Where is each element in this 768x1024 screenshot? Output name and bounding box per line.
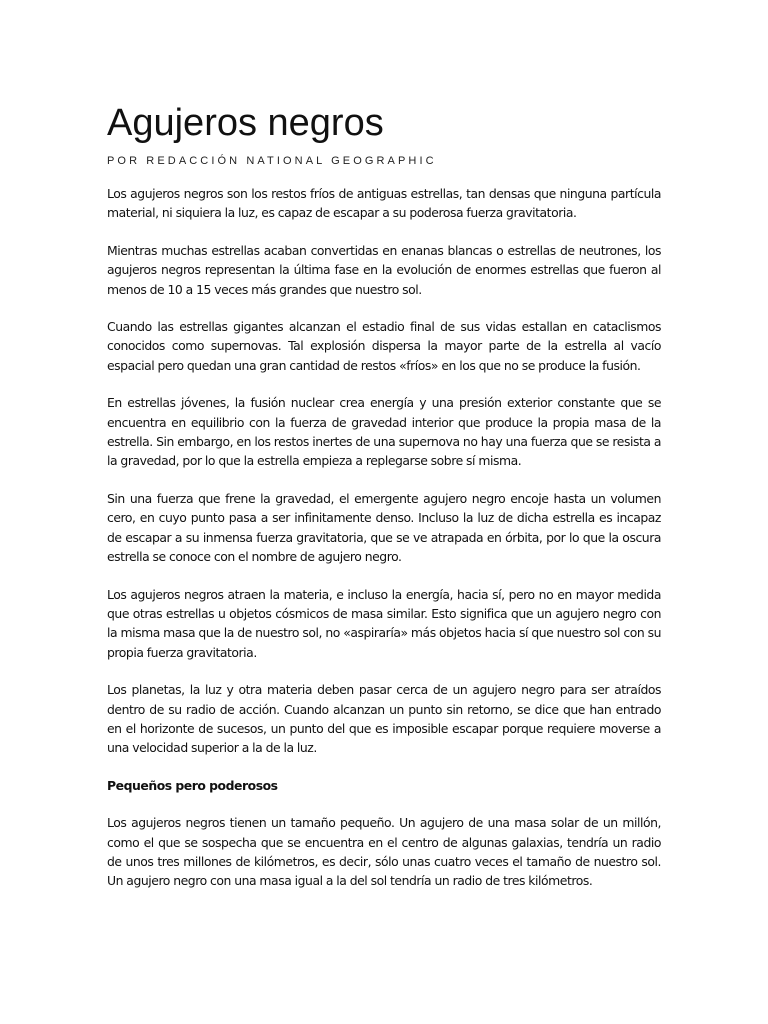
paragraph-1: Los agujeros negros son los restos fríos de antiguas estrellas, tan densas que ninguna partícula material, ni siquiera la luz, es capaz de escapar a su poderosa fuerza gravitatoria. <box>107 186 661 221</box>
paragraph-4: En estrellas jóvenes, la fusión nuclear crea energía y una presión exterior constante que se encuentra en equilibrio con la fuerza de gravedad interior que produce la propia masa de la estrella. Sin embargo, en los restos inertes de una supernova no hay una fuerza que se resista a la gravedad, por lo que la estrella empieza a replegarse sobre sí misma. <box>107 395 661 469</box>
article-title: Agujeros negros <box>107 102 384 144</box>
paragraph-3: Cuando las estrellas gigantes alcanzan el estadio final de sus vidas estallan en cataclismos conocidos como supernovas. Tal explosión dispersa la mayor parte de la estrella al vacío espacial pero quedan una gran cantidad de restos «fríos» en los que no se produce la fusión. <box>107 319 661 373</box>
paragraph-6: Los agujeros negros atraen la materia, e incluso la energía, hacia sí, pero no en mayor medida que otras estrellas u objetos cósmicos de masa similar. Esto significa que un agujero negro con la misma masa que la de nuestro sol, no «aspiraría» más objetos hacia sí que nuestro sol con su propia fuerza gravitatoria. <box>107 586 661 660</box>
paragraph-5: Sin una fuerza que frene la gravedad, el emergente agujero negro encoje hasta un volumen cero, en cuyo punto pasa a ser infinitamente denso. Incluso la luz de dicha estrella es incapaz de escapar a su inmensa fuerza gravitatoria, que se ve atrapada en órbita, por lo que la oscura estrella se conoce con el nombre de agujero negro. <box>107 490 661 565</box>
paragraph-7: Los planetas, la luz y otra materia deben pasar cerca de un agujero negro para ser atraídos dentro de su radio de acción. Cuando alcanzan un punto sin retorno, se dice que han entrado en el horizonte de sucesos, un punto del que es imposible escapar porque requiere moverse a una velocidad superior a la de la luz. <box>107 682 661 756</box>
article-byline: POR REDACCIÓN NATIONAL GEOGRAPHIC <box>107 155 437 167</box>
paragraph-2: Mientras muchas estrellas acaban convertidas en enanas blancas o estrellas de neutrones, los agujeros negros representan la última fase en la evolución de enormes estrellas que fueron al menos de 10 a 15 veces más grandes que nuestro sol. <box>107 242 661 297</box>
section-subheading: Pequeños pero poderosos <box>107 777 278 793</box>
article-body <box>107 184 661 909</box>
paragraph-8: Los agujeros negros tienen un tamaño pequeño. Un agujero de una masa solar de un millón, como el que se sospecha que se encuentra en el centro de algunas galaxias, tendría un radio de unos tres millones de kilómetros, es decir, sólo unas cuatro veces el tamaño de nuestro sol. Un agujero negro con una masa igual a la del sol tendría un radio de tres kilómetros. <box>107 815 661 889</box>
